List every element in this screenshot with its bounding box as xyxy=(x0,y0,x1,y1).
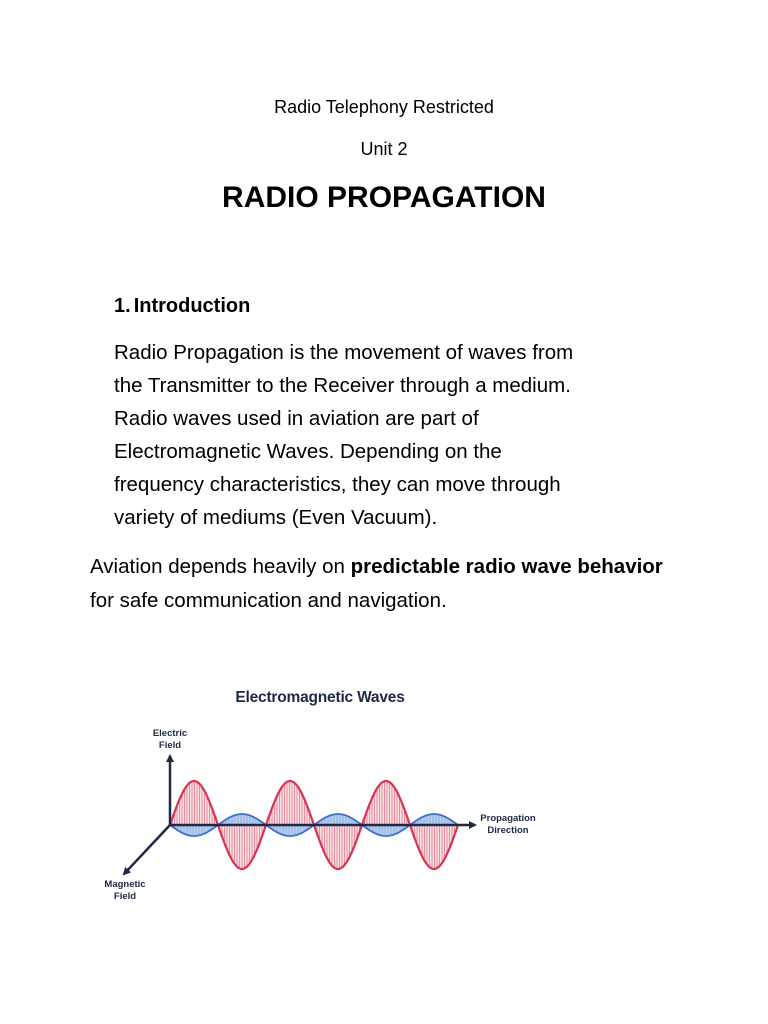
intro-paragraph xyxy=(114,336,674,534)
electric-field-label-line: Field xyxy=(158,740,182,751)
aviation-text-start: Aviation depends heavily on xyxy=(90,555,351,578)
course-name: Radio Telephony Restricted xyxy=(274,97,494,117)
section-number: 1. xyxy=(114,295,131,317)
aviation-paragraph xyxy=(90,550,690,618)
aviation-text-end: for safe communication and navigation. xyxy=(90,589,447,612)
section-title: Introduction xyxy=(133,295,251,317)
intro-line: Electromagnetic Waves. Depending on the xyxy=(114,440,502,463)
propagation-label-line: Propagation xyxy=(480,813,536,824)
page-title: RADIO PROPAGATION xyxy=(222,181,546,214)
aviation-text-emphasis: predictable radio wave behavior xyxy=(350,555,663,578)
propagation-label-line: Direction xyxy=(487,825,529,836)
figure-title: Electromagnetic Waves xyxy=(235,689,405,706)
electric-field-label-line: Electric xyxy=(152,728,188,739)
electric-field-label xyxy=(145,728,195,752)
intro-line: frequency characteristics, they can move through xyxy=(114,473,561,496)
em-wave-figure xyxy=(0,660,768,920)
section-heading xyxy=(114,292,250,320)
intro-line: variety of mediums (Even Vacuum). xyxy=(114,506,438,529)
magnetic-field-axis xyxy=(124,825,170,874)
intro-line: the Transmitter to the Receiver through a medium. xyxy=(114,374,571,397)
intro-line: Radio waves used in aviation are part of xyxy=(114,407,479,430)
unit-label: Unit 2 xyxy=(360,139,408,159)
magnetic-field-label-line: Magnetic xyxy=(104,879,146,890)
magnetic-field-label xyxy=(97,879,153,903)
propagation-direction-label xyxy=(474,813,542,837)
intro-line: Radio Propagation is the movement of waves from xyxy=(114,341,574,364)
magnetic-field-label-line: Field xyxy=(113,891,137,902)
